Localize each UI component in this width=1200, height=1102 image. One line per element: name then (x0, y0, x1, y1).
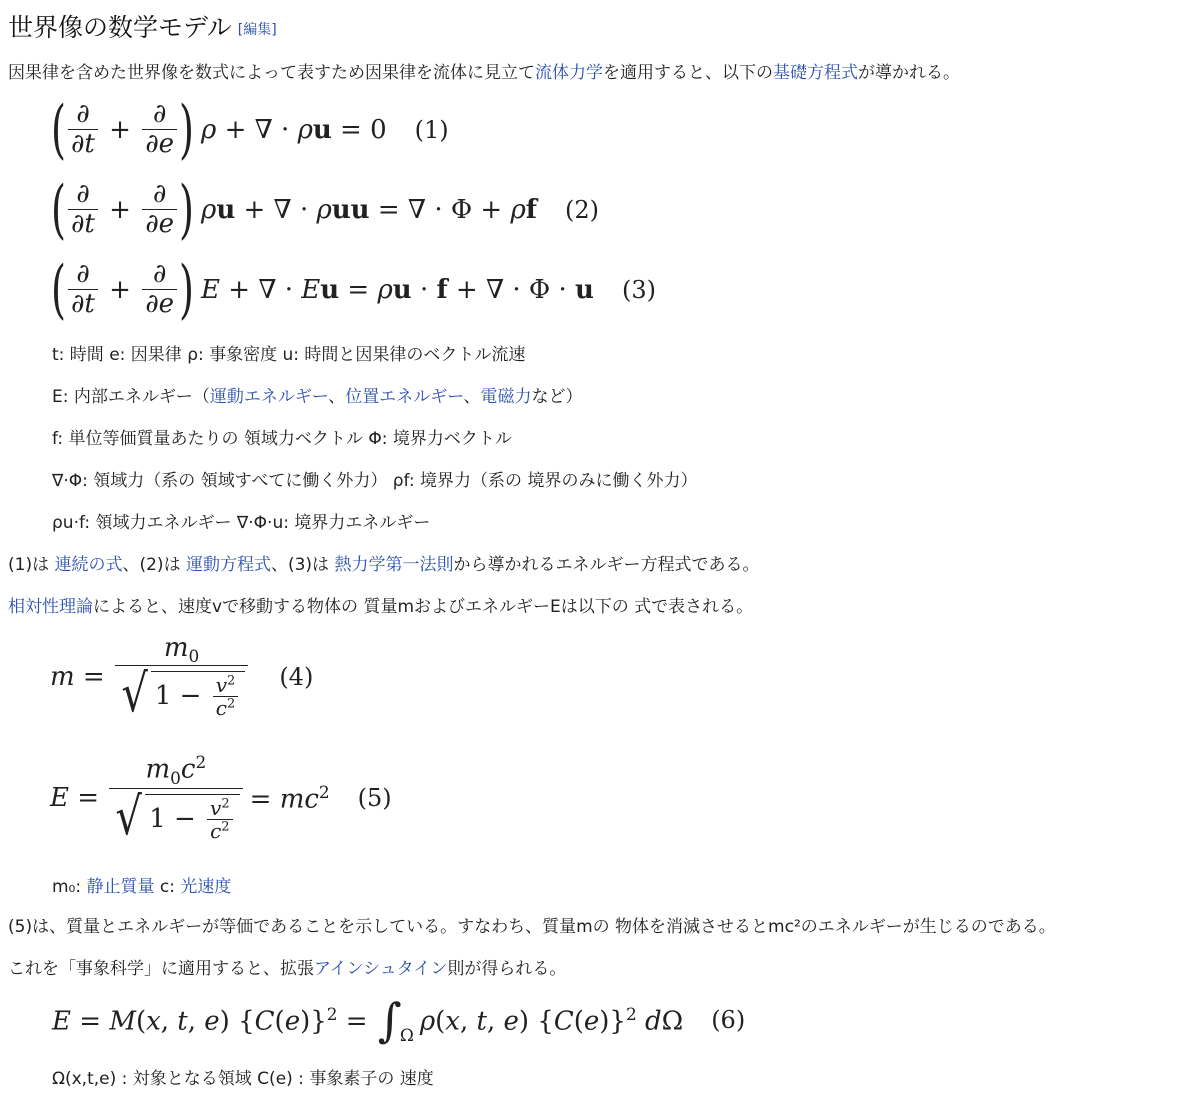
paragraph-relativity (8, 592, 753, 617)
def2-sep-2: 、 (463, 387, 481, 407)
section-title: 世界像の数学モデル (8, 13, 232, 42)
link-speed-of-light[interactable]: 光速度 (180, 877, 232, 897)
intro-paragraph (8, 58, 960, 83)
link-basic-equations[interactable]: 基礎方程式 (773, 63, 858, 83)
equation-1: ( $\frac{\partial}{\partial t}$ + $\frac{\partial}{\partial e}$ ) ρ + ∇ · ρu = 0 (1) (50, 93, 449, 167)
definition-line-1: t: 時間 e: 因果律 ρ: 事象密度 u: 時間と因果律のベクトル流速 (52, 345, 526, 365)
def-c-label: c: (154, 877, 181, 897)
link-electromagnetic-force[interactable]: 電磁力 (480, 387, 532, 407)
link-fluid-dynamics[interactable]: 流体力学 (535, 63, 603, 83)
equation-6-number: (6) (711, 1006, 746, 1034)
p2-text-3: 、(3)は (270, 555, 335, 575)
def2-sep-1: 、 (328, 387, 346, 407)
equation-6: E = M(x, t, e) $\{C(e)\}^2$ = ∫ Ω ρ(x, t, e) $\{C(e)\}^2$ dΩ (6) (52, 993, 746, 1047)
link-einstein[interactable]: アインシュタイン (314, 959, 448, 979)
definition-line-2 (52, 382, 583, 407)
p2-text-1: (1)は (8, 555, 55, 575)
definition-line-5: ρu·f: 領域力エネルギー ∇·Φ·u: 境界力エネルギー (52, 513, 431, 533)
p5-text-1: これを「事象科学」に適用すると、拡張 (8, 959, 314, 979)
def2-text-1: E: 内部エネルギー（ (52, 387, 210, 407)
link-potential-energy[interactable]: 位置エネルギー (345, 387, 464, 407)
link-continuity-equation[interactable]: 連続の式 (54, 555, 123, 575)
link-equation-of-motion[interactable]: 運動方程式 (185, 555, 271, 575)
intro-text-2: を適用すると、以下の (603, 63, 773, 83)
p3-text: によると、速度vで移動する物体の 質量mおよびエネルギーEは以下の 式で表される。 (93, 597, 754, 617)
link-relativity[interactable]: 相対性理論 (8, 597, 93, 617)
equation-4: m = $m_0$ √ 1 − $\frac{v^2}{c^2}$ (4) (50, 632, 314, 725)
edit-link[interactable]: [編集] (237, 22, 277, 38)
equation-5: E = $m_0c^2$ √ 1 − $\frac{v^2}{c^2}$ = $mc^2$ (5) (50, 752, 392, 847)
section-heading (8, 8, 277, 44)
p2-text-2: 、(2)は (122, 555, 186, 575)
definition-line-4: ∇·Φ: 領域力（系の 領域すべてに働く外力） ρf: 境界力（系の 境界のみに働く外力） (52, 471, 698, 491)
intro-text-3: が導かれる。 (858, 63, 960, 83)
link-kinetic-energy[interactable]: 運動エネルギー (209, 387, 329, 407)
p2-text-4: から導かれるエネルギー方程式である。 (453, 555, 760, 575)
intro-text-1: 因果律を含めた世界像を数式によって表すため因果律を流体に見立て (8, 63, 535, 83)
equation-2: ( $\frac{\partial}{\partial t}$ + $\frac{\partial}{\partial e}$ ) ρu + ∇ · ρuu = ∇ · Φ + ρf (2) (50, 173, 599, 247)
definition-mass-light (52, 872, 231, 897)
equation-4-number: (4) (279, 663, 314, 691)
definition-omega: Ω(x,t,e) : 対象となる領域 C(e) : 事象素子の 速度 (52, 1069, 434, 1089)
paragraph-einstein (8, 954, 566, 979)
def2-text-2: など） (531, 387, 583, 407)
equation-2-number: (2) (564, 196, 599, 224)
equation-3: ( $\frac{\partial}{\partial t}$ + $\frac{\partial}{\partial e}$ ) E + ∇ · Eu = ρu · f + ∇ · Φ · u (3) (50, 253, 656, 327)
paragraph-mass-energy: (5)は、質量とエネルギーが等価であることを示している。すなわち、質量mの 物体を消滅させるとmc²のエネルギーが生じるのである。 (8, 917, 1056, 937)
equation-5-number: (5) (357, 784, 392, 812)
p5-text-2: 則が得られる。 (447, 959, 567, 979)
equation-1-number: (1) (414, 116, 449, 144)
equation-3-number: (3) (621, 276, 656, 304)
link-first-law-thermodynamics[interactable]: 熱力学第一法則 (334, 555, 454, 575)
def-m0-label: m₀: (52, 877, 87, 897)
definition-line-3: f: 単位等価質量あたりの 領域力ベクトル Φ: 境界力ベクトル (52, 429, 512, 449)
link-rest-mass[interactable]: 静止質量 (86, 877, 155, 897)
paragraph-equations-origin (8, 550, 759, 575)
